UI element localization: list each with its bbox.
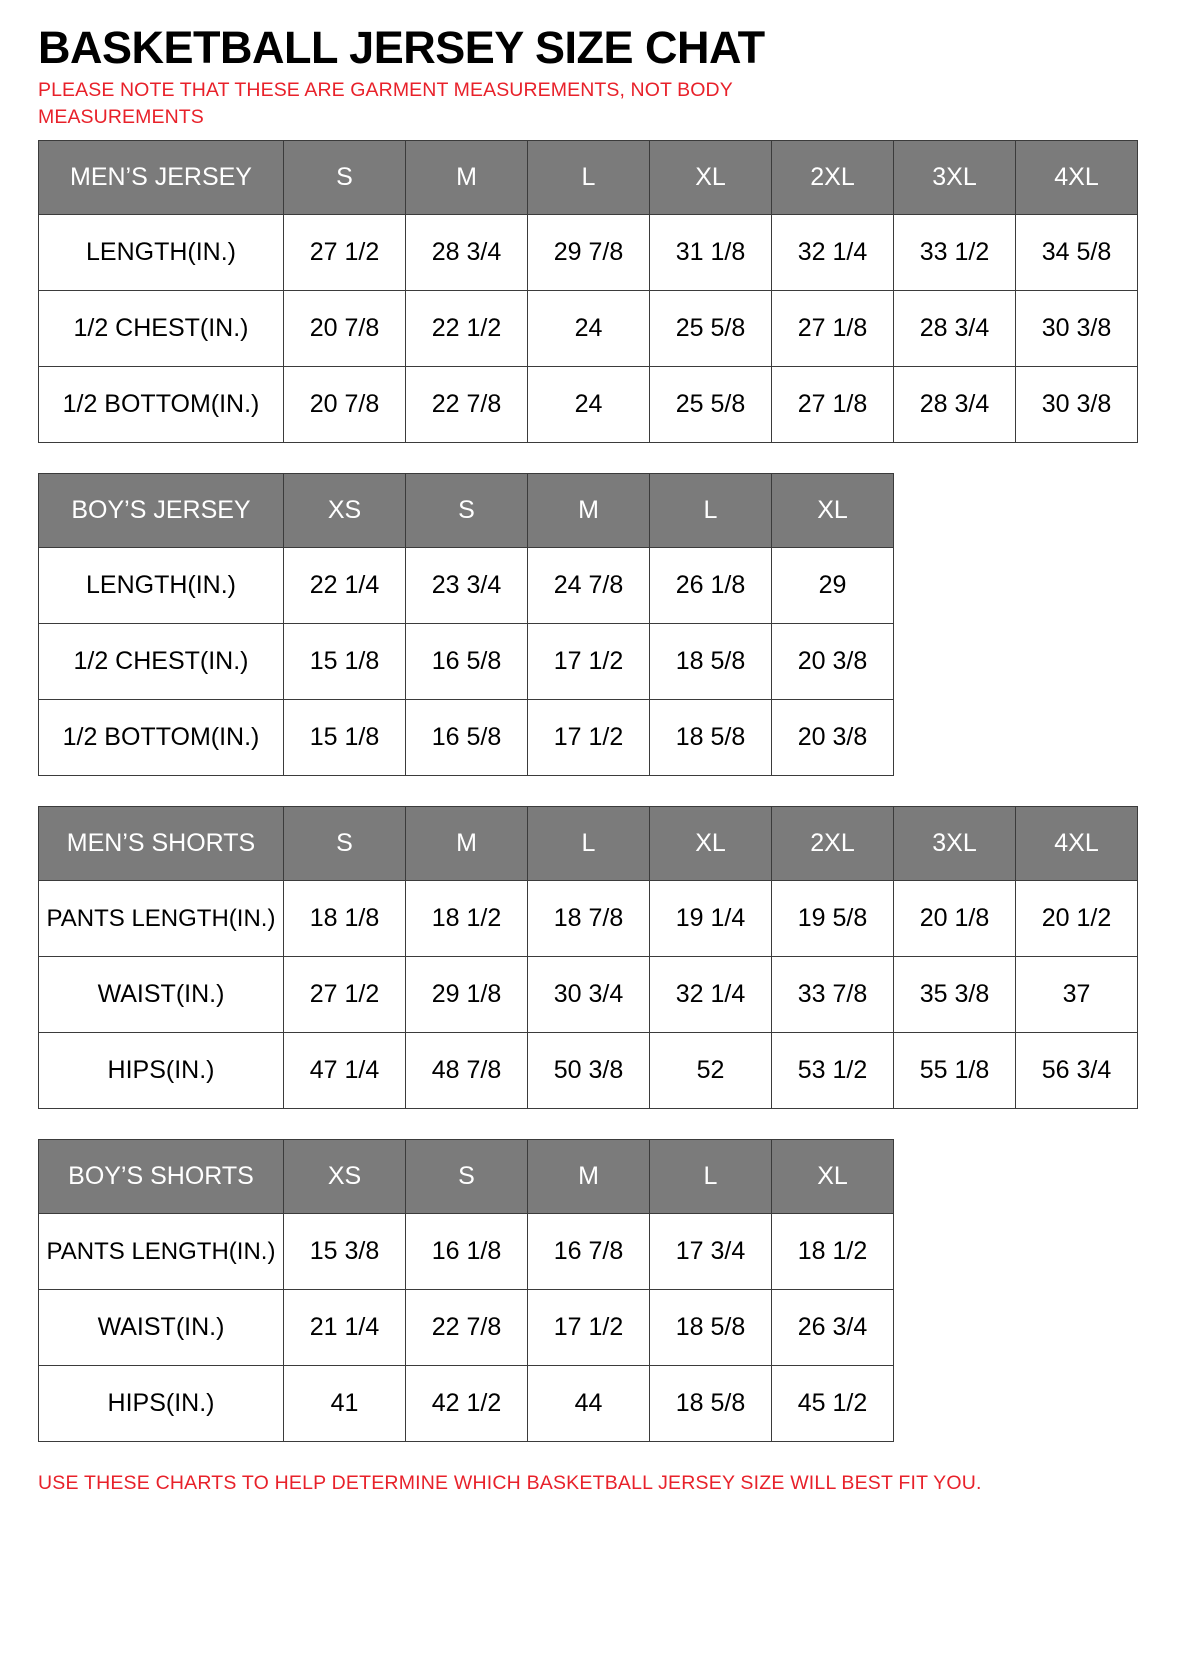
measurement-cell: 17 1/2	[528, 623, 650, 699]
measurement-cell: 22 1/2	[406, 290, 528, 366]
measurement-cell: 22 1/4	[284, 547, 406, 623]
measurement-cell: 32 1/4	[650, 956, 772, 1032]
measurement-cell: 33 1/2	[894, 214, 1016, 290]
measurement-cell: 26 1/8	[650, 547, 772, 623]
table-row	[39, 290, 1138, 366]
measurement-cell: 20 7/8	[284, 290, 406, 366]
size-header-cell: M	[528, 473, 650, 547]
size-header-cell: S	[406, 1139, 528, 1213]
table-row	[39, 547, 894, 623]
measurement-cell: 24	[528, 366, 650, 442]
measurement-cell: 28 3/4	[406, 214, 528, 290]
measurement-cell: 22 7/8	[406, 366, 528, 442]
measurement-cell: 27 1/2	[284, 214, 406, 290]
measurement-cell: 30 3/4	[528, 956, 650, 1032]
measurement-cell: 19 1/4	[650, 880, 772, 956]
measurement-cell: 25 5/8	[650, 290, 772, 366]
size-header-cell: XL	[650, 806, 772, 880]
measurement-cell: 18 5/8	[650, 623, 772, 699]
table-title-cell: MEN’S JERSEY	[39, 140, 284, 214]
measurement-cell: 26 3/4	[772, 1289, 894, 1365]
table-title-cell: MEN’S SHORTS	[39, 806, 284, 880]
row-label: HIPS(IN.)	[39, 1365, 284, 1441]
row-label: WAIST(IN.)	[39, 956, 284, 1032]
measurement-cell: 17 1/2	[528, 699, 650, 775]
measurement-cell: 16 5/8	[406, 623, 528, 699]
measurement-cell: 41	[284, 1365, 406, 1441]
table-header-row	[39, 1139, 894, 1213]
measurement-cell: 56 3/4	[1016, 1032, 1138, 1108]
table-header-row	[39, 806, 1138, 880]
measurement-cell: 18 5/8	[650, 1365, 772, 1441]
row-label: LENGTH(IN.)	[39, 214, 284, 290]
measurement-cell: 20 1/8	[894, 880, 1016, 956]
measurement-cell: 29	[772, 547, 894, 623]
table-row	[39, 366, 1138, 442]
footer-note: USE THESE CHARTS TO HELP DETERMINE WHICH BASKETBALL JERSEY SIZE WILL BEST FIT YOU.	[38, 1471, 982, 1494]
table-row	[39, 1032, 1138, 1108]
measurement-cell: 27 1/2	[284, 956, 406, 1032]
measurement-cell: 16 1/8	[406, 1213, 528, 1289]
measurement-cell: 21 1/4	[284, 1289, 406, 1365]
size-header-cell: L	[650, 473, 772, 547]
measurement-cell: 35 3/8	[894, 956, 1016, 1032]
size-header-cell: L	[650, 1139, 772, 1213]
measurement-cell: 29 7/8	[528, 214, 650, 290]
measurement-cell: 53 1/2	[772, 1032, 894, 1108]
size-header-cell: XS	[284, 1139, 406, 1213]
measurement-cell: 50 3/8	[528, 1032, 650, 1108]
measurement-cell: 31 1/8	[650, 214, 772, 290]
measurement-cell: 42 1/2	[406, 1365, 528, 1441]
table-row	[39, 880, 1138, 956]
row-label: LENGTH(IN.)	[39, 547, 284, 623]
size-header-cell: L	[528, 806, 650, 880]
measurement-cell: 47 1/4	[284, 1032, 406, 1108]
measurement-cell: 34 5/8	[1016, 214, 1138, 290]
size-header-cell: 3XL	[894, 806, 1016, 880]
measurement-cell: 16 7/8	[528, 1213, 650, 1289]
table-row	[39, 623, 894, 699]
row-label: 1/2 CHEST(IN.)	[39, 623, 284, 699]
measurement-cell: 15 3/8	[284, 1213, 406, 1289]
measurement-cell: 17 1/2	[528, 1289, 650, 1365]
size-header-cell: XL	[772, 473, 894, 547]
table-row	[39, 1365, 894, 1441]
measurement-cell: 45 1/2	[772, 1365, 894, 1441]
measurement-cell: 52	[650, 1032, 772, 1108]
measurement-cell: 18 5/8	[650, 1289, 772, 1365]
measurement-cell: 20 1/2	[1016, 880, 1138, 956]
size-header-cell: XL	[650, 140, 772, 214]
size-header-cell: XL	[772, 1139, 894, 1213]
measurement-cell: 20 7/8	[284, 366, 406, 442]
measurement-cell: 18 7/8	[528, 880, 650, 956]
measurement-cell: 15 1/8	[284, 699, 406, 775]
measurement-cell: 17 3/4	[650, 1213, 772, 1289]
size-header-cell: 4XL	[1016, 140, 1138, 214]
measurement-cell: 28 3/4	[894, 366, 1016, 442]
table-row	[39, 956, 1138, 1032]
measurement-cell: 24	[528, 290, 650, 366]
boys-shorts-table	[38, 1139, 894, 1442]
size-header-cell: XS	[284, 473, 406, 547]
size-header-cell: 2XL	[772, 140, 894, 214]
table-row	[39, 699, 894, 775]
measurement-cell: 30 3/8	[1016, 290, 1138, 366]
measurement-cell: 30 3/8	[1016, 366, 1138, 442]
measurement-cell: 20 3/8	[772, 623, 894, 699]
measurement-cell: 18 1/2	[406, 880, 528, 956]
size-header-cell: L	[528, 140, 650, 214]
measurement-cell: 23 3/4	[406, 547, 528, 623]
size-header-cell: S	[284, 140, 406, 214]
size-header-cell: 4XL	[1016, 806, 1138, 880]
measurement-cell: 18 5/8	[650, 699, 772, 775]
measurement-cell: 33 7/8	[772, 956, 894, 1032]
size-header-cell: M	[406, 806, 528, 880]
boys-jersey-table	[38, 473, 894, 776]
measurement-cell: 16 5/8	[406, 699, 528, 775]
measurement-cell: 55 1/8	[894, 1032, 1016, 1108]
table-row	[39, 214, 1138, 290]
measurement-cell: 29 1/8	[406, 956, 528, 1032]
row-label: HIPS(IN.)	[39, 1032, 284, 1108]
measurement-cell: 18 1/2	[772, 1213, 894, 1289]
row-label: WAIST(IN.)	[39, 1289, 284, 1365]
measurement-cell: 37	[1016, 956, 1138, 1032]
table-header-row	[39, 473, 894, 547]
measurement-cell: 44	[528, 1365, 650, 1441]
row-label: 1/2 BOTTOM(IN.)	[39, 699, 284, 775]
measurement-cell: 28 3/4	[894, 290, 1016, 366]
measurement-cell: 24 7/8	[528, 547, 650, 623]
row-label: PANTS LENGTH(IN.)	[39, 880, 284, 956]
measurement-cell: 15 1/8	[284, 623, 406, 699]
measurement-note: PLEASE NOTE THAT THESE ARE GARMENT MEASUREMENTS, NOT BODY MEASUREMENTS	[38, 79, 733, 128]
row-label: PANTS LENGTH(IN.)	[39, 1213, 284, 1289]
row-label: 1/2 CHEST(IN.)	[39, 290, 284, 366]
size-header-cell: M	[528, 1139, 650, 1213]
measurement-cell: 48 7/8	[406, 1032, 528, 1108]
measurement-cell: 22 7/8	[406, 1289, 528, 1365]
size-header-cell: M	[406, 140, 528, 214]
measurement-cell: 20 3/8	[772, 699, 894, 775]
table-row	[39, 1213, 894, 1289]
mens-shorts-table	[38, 806, 1138, 1109]
measurement-cell: 25 5/8	[650, 366, 772, 442]
measurement-cell: 27 1/8	[772, 366, 894, 442]
table-header-row	[39, 140, 1138, 214]
size-header-cell: 3XL	[894, 140, 1016, 214]
page-title: BASKETBALL JERSEY SIZE CHAT	[38, 22, 765, 73]
size-header-cell: 2XL	[772, 806, 894, 880]
row-label: 1/2 BOTTOM(IN.)	[39, 366, 284, 442]
table-title-cell: BOY’S SHORTS	[39, 1139, 284, 1213]
size-header-cell: S	[406, 473, 528, 547]
measurement-cell: 19 5/8	[772, 880, 894, 956]
measurement-cell: 32 1/4	[772, 214, 894, 290]
table-row	[39, 1289, 894, 1365]
table-title-cell: BOY’S JERSEY	[39, 473, 284, 547]
mens-jersey-table	[38, 140, 1138, 443]
size-header-cell: S	[284, 806, 406, 880]
measurement-cell: 27 1/8	[772, 290, 894, 366]
measurement-cell: 18 1/8	[284, 880, 406, 956]
